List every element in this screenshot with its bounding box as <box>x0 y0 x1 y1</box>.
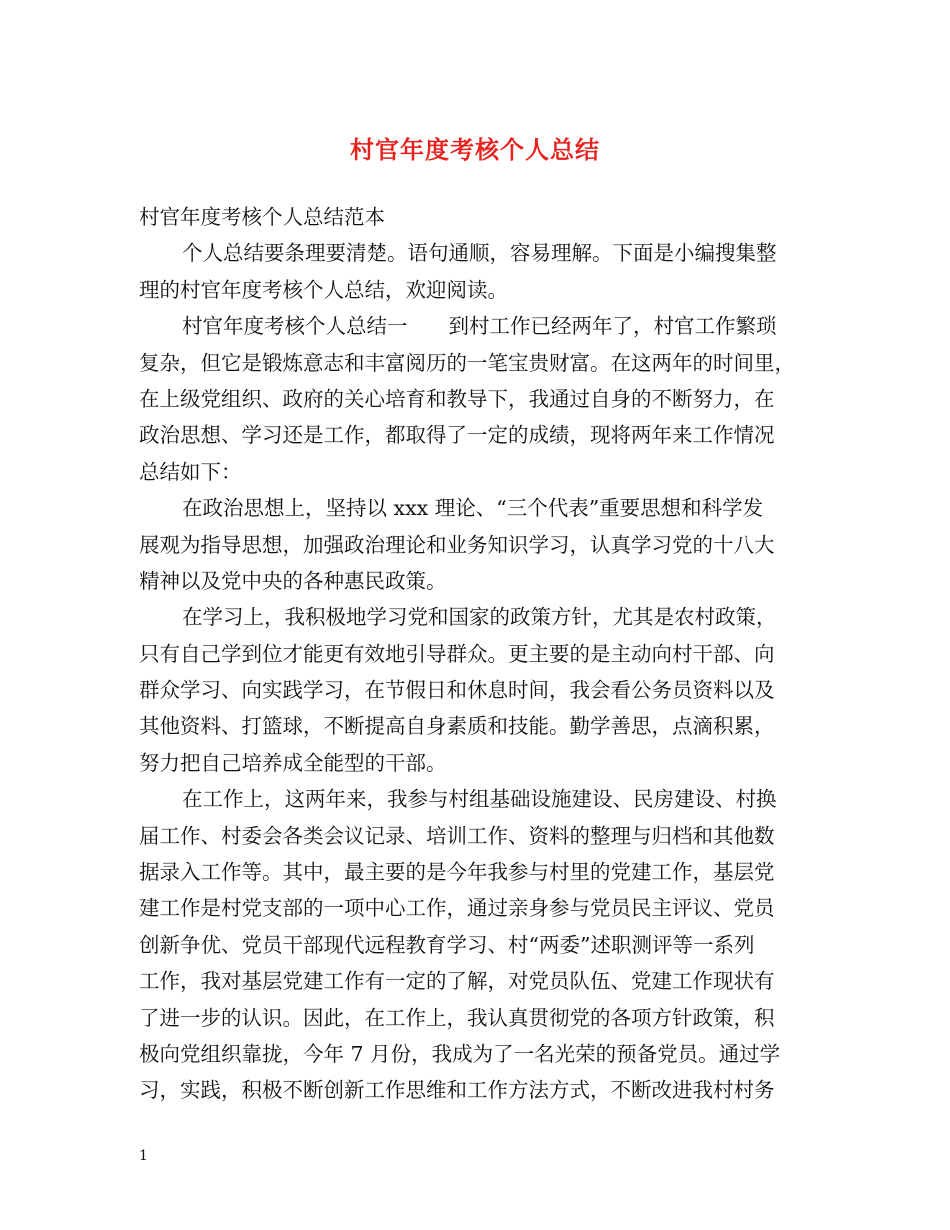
paragraph-line: 工作，我对基层党建工作有一定的了解，对党员队伍、党建工作现状有 <box>139 969 775 994</box>
paragraph-line: 在工作上，这两年来，我参与村组基础设施建设、民房建设、村换 <box>182 787 777 812</box>
document-body <box>139 199 814 1109</box>
paragraph-line: 展观为指导思想，加强政治理论和业务知识学习，认真学习党的十八大 <box>139 532 775 557</box>
paragraph-line: 其他资料、打篮球，不断提高自身素质和技能。勤学善思，点滴积累， <box>139 714 775 739</box>
paragraph-line: 创新争优、党员干部现代远程教育学习、村“两委”述职测评等一系列 <box>139 932 755 957</box>
paragraph-line: 据录入工作等。其中，最主要的是今年我参与村里的党建工作，基层党 <box>139 860 775 885</box>
paragraph-line: 建工作是村党支部的一项中心工作，通过亲身参与党员民主评议、党员 <box>139 896 775 921</box>
paragraph-line: 复杂，但它是锻炼意志和丰富阅历的一笔宝贵财富。在这两年的时间里， <box>139 350 795 375</box>
paragraph-line: 村官年度考核个人总结一 到村工作已经两年了，村官工作繁琐 <box>182 314 777 339</box>
page-number: 1 <box>139 1148 148 1164</box>
paragraph-line: 在上级党组织、政府的关心培育和教导下，我通过自身的不断努力，在 <box>139 386 775 411</box>
paragraph-line: 习，实践，积极不断创新工作思维和工作方法方式，不断改进我村村务 <box>139 1078 775 1103</box>
paragraph-line: 努力把自己培养成全能型的干部。 <box>139 750 447 775</box>
subtitle-line: 村官年度考核个人总结范本 <box>139 205 385 229</box>
paragraph-line: 总结如下： <box>139 459 242 484</box>
paragraph-line: 个人总结要条理要清楚。语句通顺，容易理解。下面是小编搜集整 <box>182 241 777 266</box>
document-title: 村官年度考核个人总结 <box>350 135 600 164</box>
paragraph-line: 理的村官年度考核个人总结，欢迎阅读。 <box>139 277 508 302</box>
paragraph-line: 在学习上，我积极地学习党和国家的政策方针，尤其是农村政策， <box>182 605 777 630</box>
paragraph-line: 在政治思想上，坚持以 xxx 理论、“三个代表”重要思想和科学发 <box>182 496 764 521</box>
paragraph-line: 精神以及党中央的各种惠民政策。 <box>139 568 447 593</box>
paragraph-line: 届工作、村委会各类会议记录、培训工作、资料的整理与归档和其他数 <box>139 823 775 848</box>
paragraph-line: 政治思想、学习还是工作，都取得了一定的成绩，现将两年来工作情况 <box>139 423 775 448</box>
paragraph-line: 了进一步的认识。因此，在工作上，我认真贯彻党的各项方针政策，积 <box>139 1005 775 1030</box>
paragraph-line: 只有自己学到位才能更有效地引导群众。更主要的是主动向村干部、向 <box>139 641 775 666</box>
paragraph-line: 极向党组织靠拢，今年 7 月份，我成为了一名光荣的预备党员。通过学 <box>139 1041 781 1066</box>
paragraph-line: 群众学习、向实践学习，在节假日和休息时间，我会看公务员资料以及 <box>139 678 775 703</box>
